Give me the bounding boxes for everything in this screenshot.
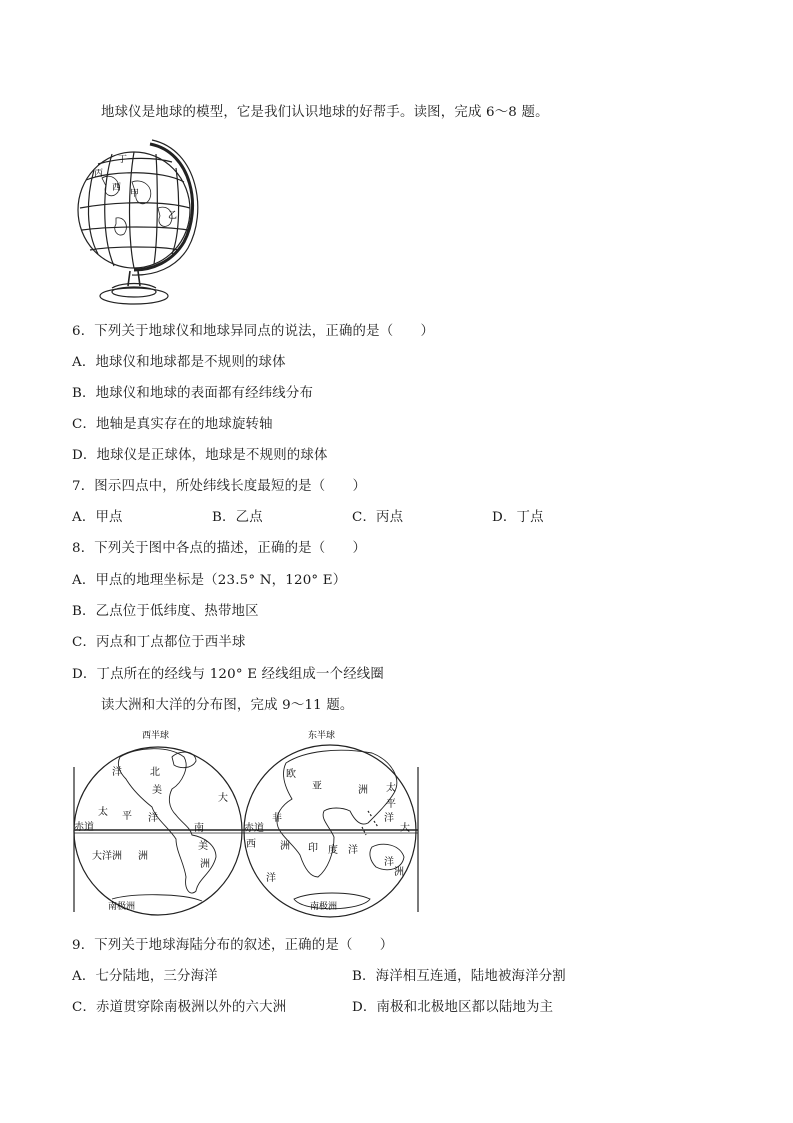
globe-label-jia: 甲 [130,189,140,199]
globe-label-yi: 乙 [168,211,178,221]
question-9-option-d: D．南极和北极地区都以陆地为主 [352,1000,554,1015]
question-8-stem: 8．下列关于图中各点的描述，正确的是（ ） [72,541,367,556]
map-west-left-yang: 洋 [112,767,122,778]
globe-label-xi: 西 [112,183,122,193]
map-east-indian-du: 度 [328,845,338,856]
question-8-option-a: A．甲点的地理坐标是（23.5° N，120° E） [72,573,347,588]
map-west-ocean-da: 大 [218,793,228,804]
map-east-africa-fei: 非 [272,813,282,824]
map-west-antarctic: 南极洲 [108,902,136,912]
question-9-option-a: A．七分陆地，三分海洋 [72,969,218,984]
globe-figure [72,138,202,308]
map-east-pacific-yang: 洋 [384,813,394,824]
map-east-pacific-ping: 平 [386,799,396,810]
map-east-europe: 欧 [286,769,296,780]
map-east-africa-zhou: 洲 [280,841,290,852]
map-west-pacific-ping: 平 [122,811,132,822]
question-7-option-c: C．丙点 [352,510,404,525]
map-east-antarctic: 南极洲 [310,902,338,912]
question-7-option-a: A．甲点 [72,510,123,525]
map-west-pacific-yang: 洋 [148,813,158,824]
map-east-right-yang: 洋 [384,857,394,868]
map-east-right-zhou: 洲 [394,867,404,878]
question-7-option-b: B．乙点 [212,510,263,525]
map-east-pacific-tai: 太 [386,783,396,794]
globe-label-ding: 丁 [118,155,128,165]
question-8-option-d: D．丁点所在的经线与 120° E 经线组成一个经线圈 [72,667,384,682]
map-equator-right: 赤道 [244,823,264,834]
map-west-title: 西半球 [142,731,170,741]
map-east-indian-yin: 印 [308,843,318,854]
question-6-option-a: A．地球仪和地球都是不规则的球体 [72,355,286,370]
map-west-south: 南 [194,823,204,834]
map-west-continent-zhou: 洲 [200,859,210,870]
question-6-option-d: D．地球仪是正球体，地球是不规则的球体 [72,448,328,463]
map-west-north: 北 [150,767,160,778]
hemispheres-map [72,727,420,922]
map-east-pacific-da: 大 [400,823,410,834]
map-west-pacific-tai: 太 [98,807,108,818]
map-east-west-yang: 洋 [266,873,276,884]
map-west-america1: 美 [152,785,162,796]
intro-text-globe: 地球仪是地球的模型，它是我们认识地球的好帮手。读图，完成 6～8 题。 [101,105,549,120]
map-east-asia-zhou: 洲 [358,785,368,796]
question-9-stem: 9．下列关于地球海陆分布的叙述，正确的是（ ） [72,938,394,953]
map-east-indian-yang: 洋 [348,845,358,856]
map-east-west-xi: 西 [246,839,256,850]
question-6-option-b: B．地球仪和地球的表面都有经纬线分布 [72,386,314,401]
question-7-option-d: D．丁点 [492,510,544,525]
map-west-ocean-dayang: 大洋洲 [92,851,122,862]
map-west-america2: 美 [198,841,208,852]
question-9-option-b: B．海洋相互连通，陆地被海洋分割 [352,969,566,984]
map-east-asia-ya: 亚 [312,781,322,792]
intro-text-map: 读大洲和大洋的分布图，完成 9～11 题。 [101,698,354,713]
map-west-left-zhou: 洲 [138,851,148,862]
question-9-option-c: C．赤道贯穿除南极洲以外的六大洲 [72,1000,287,1015]
map-east-title: 东半球 [308,731,336,741]
globe-label-bing: 丙 [94,169,104,179]
map-equator-left: 赤道 [74,822,94,833]
question-6-stem: 6．下列关于地球仪和地球异同点的说法，正确的是（ ） [72,324,435,339]
question-8-option-c: C．丙点和丁点都位于西半球 [72,635,246,650]
question-6-option-c: C．地轴是真实存在的地球旋转轴 [72,417,273,432]
question-8-option-b: B．乙点位于低纬度、热带地区 [72,604,259,619]
question-7-stem: 7．图示四点中，所处纬线长度最短的是（ ） [72,479,367,494]
